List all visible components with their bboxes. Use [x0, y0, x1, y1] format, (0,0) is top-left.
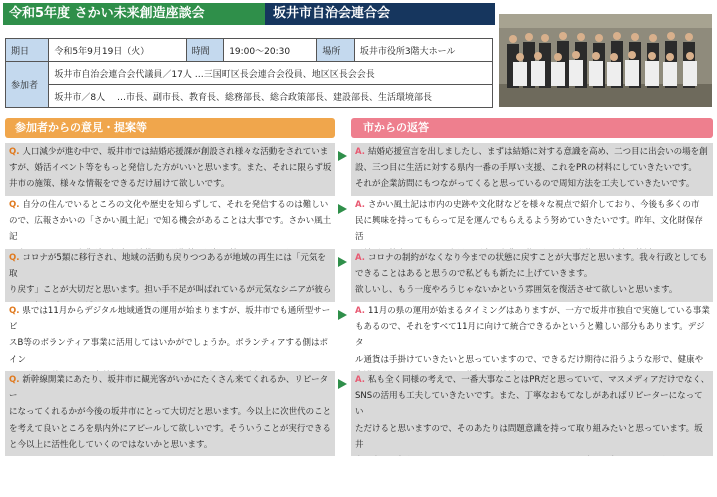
question-mark: Q. [9, 375, 23, 385]
opinion-line [9, 421, 332, 437]
opinion-text: と今以上に活性化していくのではないかと思います。 [9, 439, 213, 450]
opinion-text: コロナが5類に移行され、地域の活動も戻りつつあるが地域の再生には「元気を取 [9, 253, 326, 280]
reply-text: 私も全く同様の考えで、一番大事なことはPRだと思っていて、マスメディアだけでなく、 [367, 375, 710, 385]
arrow-right-icon [338, 310, 347, 320]
arrow-right-icon [338, 204, 347, 214]
reply-line [355, 319, 710, 351]
question-mark: Q. [9, 253, 23, 263]
reply-text: 民に興味を持ってもらって足を運んでもらえるよう努めていきたいです。昨年、文化財保存活 [355, 216, 703, 243]
opinion-item [5, 143, 335, 196]
arrow-right-icon [338, 257, 347, 267]
opinion-line [9, 303, 332, 335]
opinion-line [9, 213, 332, 245]
answer-mark: A. [355, 306, 368, 316]
reply-line [355, 421, 710, 453]
opinion-text: 井市の施策、様々な情報をできるだけ届けて欲しいです。 [9, 179, 230, 190]
reply-line [355, 160, 710, 176]
opinion-item [5, 249, 335, 302]
reply-line [355, 246, 710, 249]
opinion-line [9, 372, 332, 404]
opinion-text: ので、広報さかいの「さかい風土記」で知る機会があることは大事です。さかい風土記 [9, 216, 332, 243]
opinion-line [9, 144, 332, 160]
opinion-line [9, 160, 332, 176]
arrow-right-icon [338, 151, 347, 161]
opinion-line [9, 335, 332, 367]
participants-city: 坂井市／8人 …市長、副市長、教育長、総務部長、総合政策部長、建設部長、生活環境部長 [49, 85, 493, 108]
reply-line [355, 197, 710, 213]
reply-line [355, 303, 710, 319]
reply-line [355, 144, 710, 160]
reply-line [355, 250, 710, 266]
opinion-item [5, 302, 335, 371]
answer-mark: A. [355, 147, 368, 157]
place-value: 坂井市役所3階大ホール [354, 39, 492, 62]
reply-text: 欲しいし、もう一度やろうじゃないかという雰囲気を復活させて欲しいと思います。 [355, 285, 678, 296]
time-label: 時間 [186, 39, 224, 62]
reply-text: ル通貨は手掛けていきたいと思っていますので、できるだけ期待に沿うような形で、健康や [355, 354, 704, 365]
opinion-text: り戻す」ことが大切だと思います。担い手不足が叫ばれているが元気なシニアが彼ら [9, 285, 332, 296]
reply-item [351, 371, 713, 456]
reply-line [355, 266, 710, 282]
opinion-text: 自分の住んでいるところの文化や歴史を知らずして、それを発信するのは難しい [22, 200, 329, 210]
opinion-line [9, 282, 332, 298]
opinion-text: を考えて良いところを県内外にアピールして欲しいです。そういうことが実行できる [9, 423, 331, 434]
reply-line [355, 176, 710, 192]
date-value: 令和5年9月19日（火） [49, 39, 186, 62]
opinion-text: すが、婚活イベント等をもっと発信した方がいいと思います。また、それに限らず坂 [9, 163, 332, 174]
organization-name: 坂井市自治会連合会 [265, 3, 495, 25]
participants-citizens: 坂井市自治会連合会代議員／17人 …三国町区長会連合会役員、地区区長会会長 [49, 62, 493, 85]
reply-line [355, 213, 710, 245]
opinion-text: 新幹線開業にあたり、坂井市に観光客がいかにたくさん来てくれるか、リピーター [9, 375, 329, 402]
reply-text: SNSの活用も工夫していきたいです。また、丁寧なおもてなしがあればリピーターになってい [355, 391, 703, 418]
question-mark: Q. [9, 306, 23, 316]
reply-line [355, 453, 710, 456]
arrow-right-icon [338, 379, 347, 389]
opinion-line [9, 404, 332, 420]
opinion-text: 人口減少が進む中で、坂井市では結婚応援課が創設され様々な活動をされていま [22, 147, 329, 157]
question-mark: Q. [9, 200, 23, 210]
reply-text: さかい風土記は市内の史跡や文化財などを様々な視点で紹介しており、今後も多くの市 [367, 200, 700, 210]
opinion-line [9, 437, 332, 453]
reply-text: 結婚応援宣言を出しましたし、まずは結婚に対する意識を高め、二つ目に出会いの場を創 [367, 147, 708, 157]
reply-text: 設、三つ目に生活に対する県内一番の手厚い支援、これをPRの材料にしていきたいです。 [355, 163, 697, 174]
opinion-line [9, 250, 332, 282]
reply-text: できることはあると思うので私どもも新たに上げていきます。 [355, 269, 593, 280]
opinion-text: になってくれるかが今後の坂井市にとって大切だと思います。今以上に次世代のこと [9, 407, 332, 418]
opinion-line [9, 368, 332, 371]
reply-item [351, 143, 713, 196]
reply-text: ただけると思いますので、そのあたりは問題意識を持って取り組みたいと思っています。坂井 [355, 423, 703, 450]
event-info-table [5, 38, 493, 108]
opinion-text: スB等のボランティア事業に活用してはいかがでしょうか。ボランティアする側はポイン [9, 338, 328, 365]
opinion-line [9, 246, 332, 249]
participants-label: 参加者 [6, 62, 49, 108]
opinions-column [5, 143, 335, 456]
event-title: 令和5年度 さかい未来創造座談会 [3, 3, 265, 25]
reply-line [355, 372, 710, 388]
time-value: 19:00～20:30 [224, 39, 317, 62]
place-label: 場所 [317, 39, 355, 62]
replies-column [351, 143, 713, 456]
reply-line [355, 352, 710, 368]
replies-heading: 市からの返答 [351, 118, 713, 138]
reply-item [351, 196, 713, 249]
question-mark: Q. [9, 147, 23, 157]
reply-item [351, 302, 713, 371]
reply-line [355, 282, 710, 298]
answer-mark: A. [355, 200, 368, 210]
opinion-line [9, 176, 332, 192]
reply-text: コロナの制約がなくなり今までの状態に戻すことが大事だと思います。我々行政としても [367, 253, 708, 263]
answer-mark: A. [355, 253, 368, 263]
opinion-line [9, 197, 332, 213]
opinion-item [5, 196, 335, 249]
date-label: 期日 [6, 39, 49, 62]
reply-text: もあるので、それをすべて11月に向けて統合できるかというと難しい部分もあります。デジタ [355, 322, 705, 349]
reply-text: それが企業訪問にもつながってくると思っているので周知方法を工夫していきたいです。 [355, 179, 695, 190]
answer-mark: A. [355, 375, 368, 385]
group-photo [499, 14, 712, 107]
opinion-item [5, 371, 335, 456]
reply-line [355, 388, 710, 420]
opinion-text: 県では11月からデジタル地域通貨の運用が始まりますが、坂井市でも通所型サービ [9, 306, 331, 333]
opinions-heading: 参加者からの意見・提案等 [5, 118, 335, 138]
reply-text: 11月の県の運用が始まるタイミングはありますが、一方で坂井市独自で実施している事業 [367, 306, 710, 316]
reply-item [351, 249, 713, 302]
